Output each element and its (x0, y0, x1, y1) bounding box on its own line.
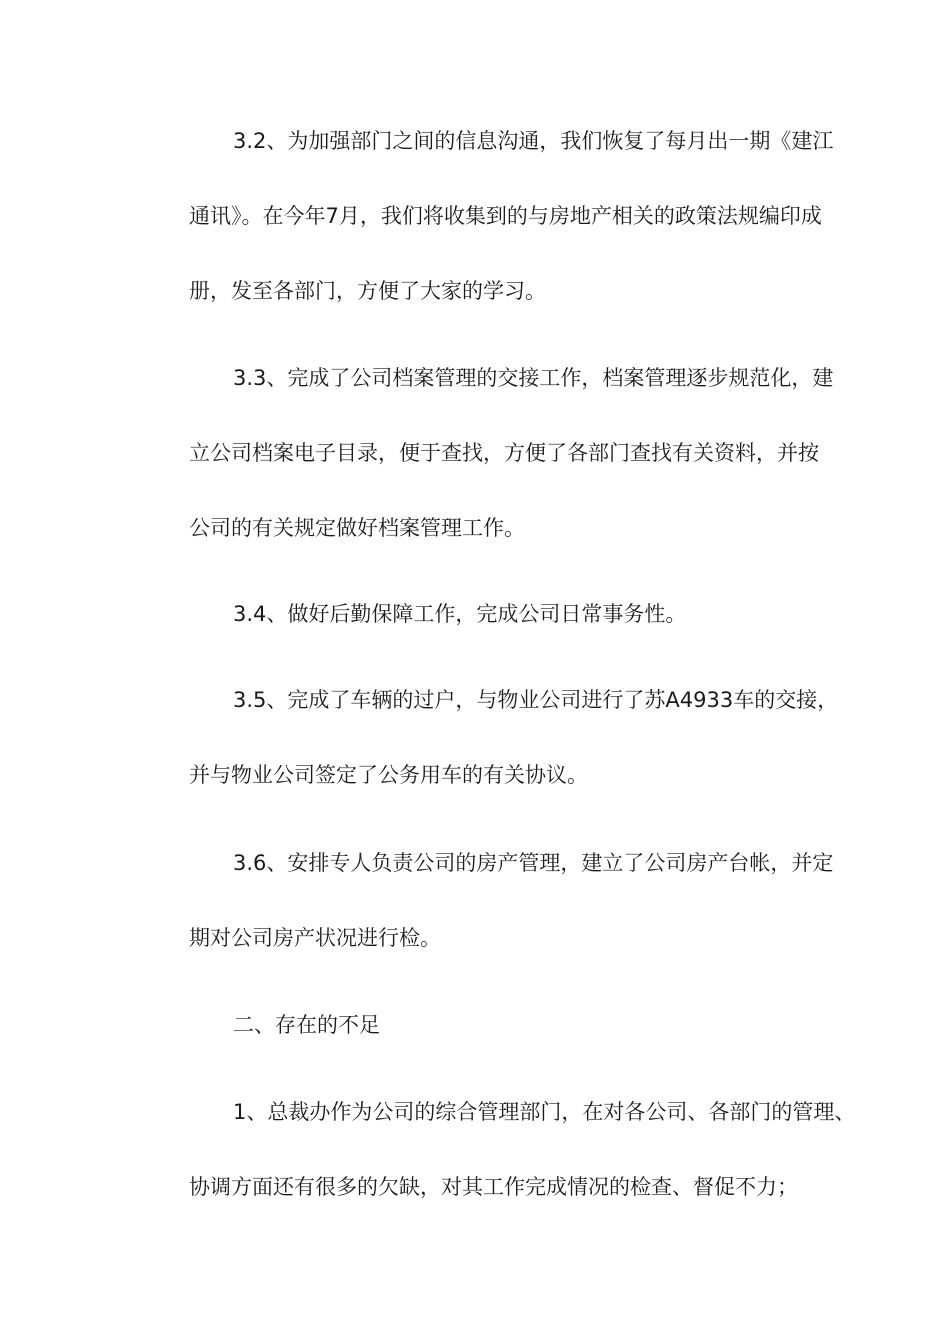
text-line: 公司的有关规定做好档案管理工作。 (189, 516, 525, 540)
text-line: 1、总裁办作为公司的综合管理部门，在对各公司、各部门的管理、 (233, 1100, 856, 1124)
text-line: 期对公司房产状况进行检。 (189, 926, 441, 950)
text-line: 二、存在的不足 (233, 1013, 380, 1037)
text-line: 3.3、完成了公司档案管理的交接工作，档案管理逐步规范化，建 (233, 366, 834, 390)
text-line: 通讯》。在今年7月，我们将收集到的与房地产相关的政策法规编印成 (189, 204, 822, 228)
text-line: 册，发至各部门，方便了大家的学习。 (189, 279, 546, 303)
paragraph-3-6 (145, 826, 834, 976)
paragraph-3-2 (145, 104, 834, 329)
text-line: 立公司档案电子目录，便于查找，方便了各部门查找有关资料，并按 (189, 441, 819, 465)
section-heading-shortcomings (145, 988, 817, 1063)
paragraph-shortcoming-1 (145, 1075, 856, 1225)
paragraph-3-4 (145, 577, 817, 652)
paragraph-3-3 (145, 341, 834, 566)
paragraph-3-5 (145, 663, 839, 813)
text-line: 3.5、完成了车辆的过户，与物业公司进行了苏A4933车的交接， (233, 688, 839, 712)
text-line: 并与物业公司签定了公务用车的有关协议。 (189, 763, 588, 787)
text-line: 3.6、安排专人负责公司的房产管理，建立了公司房产台帐，并定 (233, 851, 834, 875)
text-line: 协调方面还有很多的欠缺，对其工作完成情况的检查、督促不力； (189, 1175, 798, 1199)
text-line: 3.2、为加强部门之间的信息沟通，我们恢复了每月出一期《建江 (233, 129, 834, 153)
text-line: 3.4、做好后勤保障工作，完成公司日常事务性。 (233, 602, 687, 626)
